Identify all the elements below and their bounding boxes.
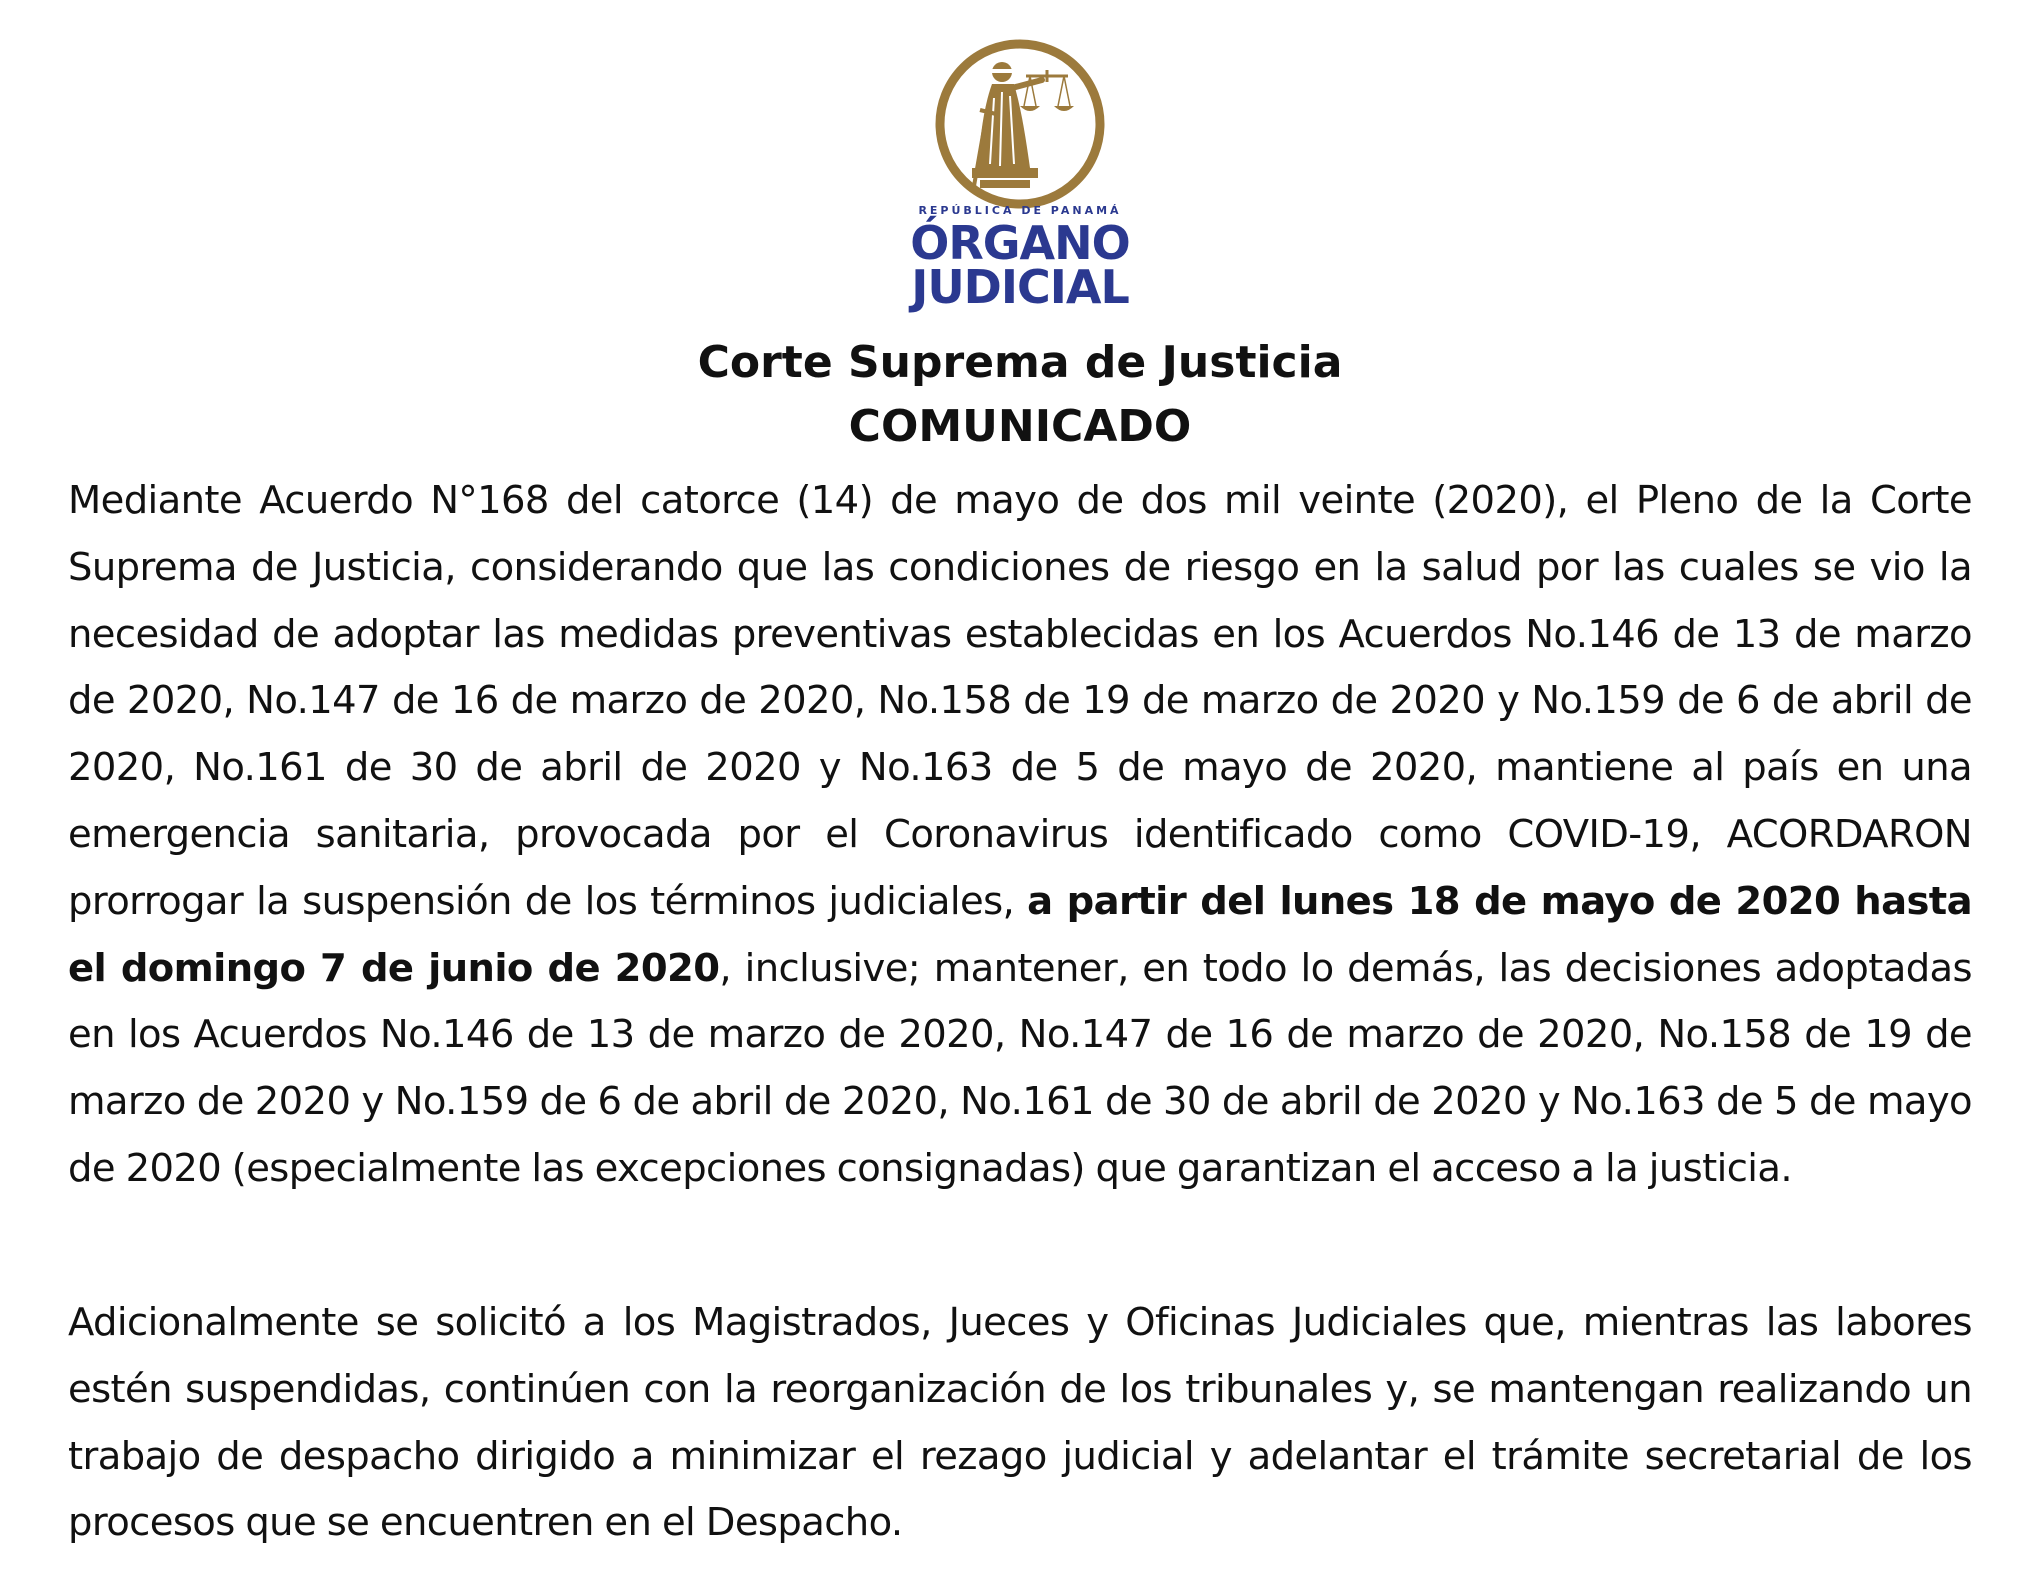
organo-judicial-logo xyxy=(880,36,1160,312)
paragraph-2: Adicionalmente se solicitó a los Magistrados, Jueces y Oficinas Judiciales que, mientras las labores estén suspendidas, continúen con la reorganización de los tribunales y, se mantengan realizando un trabajo de despacho dirigido a minimizar el rezago judicial y adelantar el trámite secretarial de los procesos que se encuentren en el Despacho. xyxy=(68,1300,1972,1546)
comunicado-heading: COMUNICADO xyxy=(848,401,1192,452)
judicial-wordmark: JUDICIAL xyxy=(911,260,1129,314)
court-name-heading: Corte Suprema de Justicia xyxy=(697,337,1343,388)
paragraph-1-ending: , inclusive; mantener, en todo lo demás, las decisiones adoptadas en los Acuerdos No.146 de 13 de marzo de 2020, No.147 de 16 de marzo de 2020, No.158 de 19 de marzo de 2020 y No.159 de 6 de abril de 2020, No.161 de 30 de abril de 2020 y No.163 de 5 de mayo de 2020 (especialmente las excepciones consignadas) que garantizan el acceso a la justicia. xyxy=(68,945,1972,1191)
republica-de-panama-label: REPÚBLICA DE PANAMÁ xyxy=(918,204,1122,217)
organo-wordmark: ÓRGANO xyxy=(910,216,1130,270)
paragraph-1 xyxy=(68,468,1972,1203)
lady-justice-seal-icon xyxy=(930,36,1110,212)
paragraph-1-bold-dates: a partir del lunes 18 de mayo de 2020 hasta el domingo 7 de junio de 2020 xyxy=(68,878,1972,991)
paragraph-1-intro: Mediante Acuerdo N°168 del catorce (14) de mayo de dos mil veinte (2020), el Pleno de la Corte Suprema de Justicia, considerando que las condiciones de riesgo en la salud por las cuales se vio la necesidad de adoptar las medidas preventivas establecidas en los Acuerdos No.146 de 13 de marzo de 2020, No.147 de 16 de marzo de 2020, No.158 de 19 de marzo de 2020 y No.159 de 6 de abril de 2020, No.161 de 30 de abril de 2020 y No.163 de 5 de mayo de 2020, mantiene al país en una emergencia sanitaria, provocada por el Coronavirus identificado como COVID-19, ACORDARON prorrogar la suspensión de los términos judiciales, xyxy=(68,478,1972,924)
